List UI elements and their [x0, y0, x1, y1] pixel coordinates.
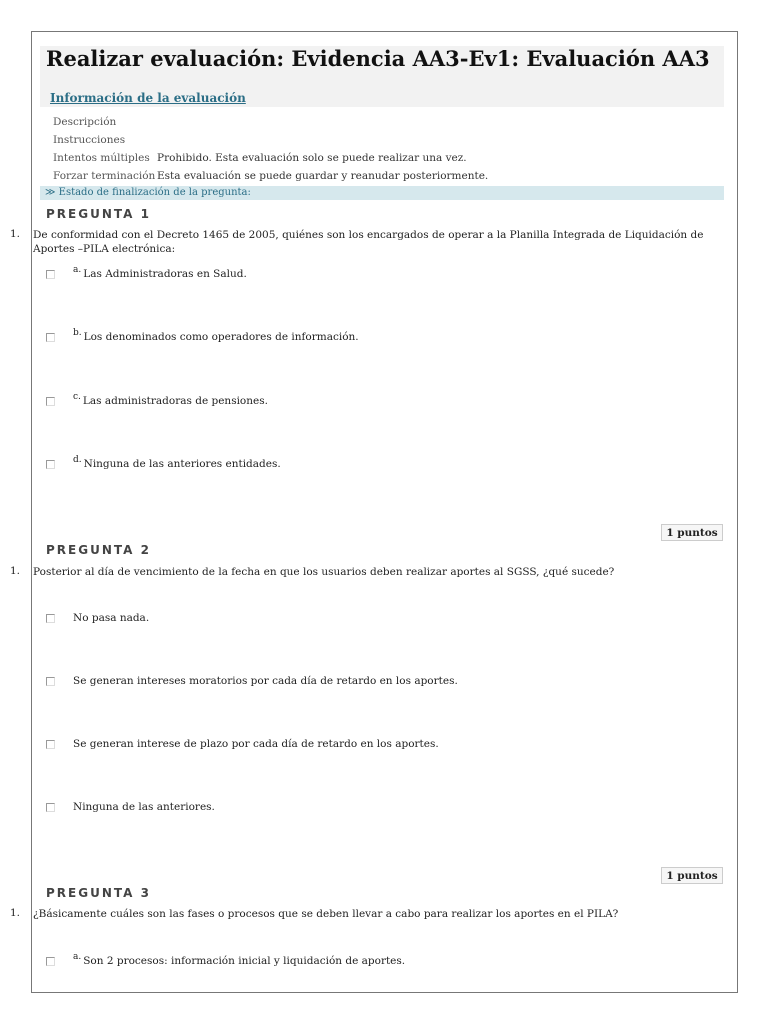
forzar-value: Esta evaluación se puede guardar y reanudar posteriormente.: [157, 170, 489, 182]
option-letter: a.: [73, 265, 82, 275]
question-1-text: De conformidad con el Decreto 1465 de 2005, quiénes son los encargados de operar a la Planilla Integrada de Liquidación de Aportes –PILA electrónica:: [33, 229, 704, 255]
option-text: Los denominados como operadores de información.: [83, 331, 359, 343]
question-1-option-d[interactable]: [46, 456, 281, 472]
option-text: Se generan interese de plazo por cada día de retardo en los aportes.: [73, 738, 439, 750]
option-text: No pasa nada.: [73, 612, 150, 624]
checkbox[interactable]: [46, 614, 55, 623]
question-1-number: 1.: [10, 228, 21, 240]
option-letter: c.: [73, 392, 81, 402]
question-1-option-a[interactable]: [46, 266, 247, 282]
option-text: Ninguna de las anteriores.: [73, 801, 215, 813]
option-letter: a.: [73, 952, 82, 962]
info-row-forzar: [53, 170, 488, 182]
intentos-value: Prohibido. Esta evaluación solo se puede realizar una vez.: [157, 152, 467, 164]
checkbox[interactable]: [46, 270, 55, 279]
question-2-text: Posterior al día de vencimiento de la fecha en que los usuarios deben realizar aportes al SGSS, ¿qué sucede?: [33, 566, 615, 578]
checkbox[interactable]: [46, 333, 55, 342]
checkbox[interactable]: [46, 740, 55, 749]
option-text: Las administradoras de pensiones.: [82, 395, 268, 407]
question-1-points-badge: 1 puntos: [661, 524, 723, 541]
question-2-heading: PREGUNTA 2: [46, 543, 151, 557]
question-2-option-3[interactable]: [46, 736, 439, 752]
question-1-heading: PREGUNTA 1: [46, 207, 151, 221]
completion-status-toggle[interactable]: ≫ Estado de finalización de la pregunta:: [40, 186, 724, 200]
option-text: Son 2 procesos: información inicial y liquidación de aportes.: [83, 955, 406, 967]
checkbox[interactable]: [46, 957, 55, 966]
question-3-option-a[interactable]: [46, 953, 405, 969]
checkbox[interactable]: [46, 397, 55, 406]
question-1-option-c[interactable]: [46, 393, 268, 409]
checkbox[interactable]: [46, 460, 55, 469]
question-1-option-b[interactable]: [46, 329, 359, 345]
question-2-points-badge: 1 puntos: [661, 867, 723, 884]
question-2-option-2[interactable]: [46, 673, 458, 689]
question-3-heading: PREGUNTA 3: [46, 886, 151, 900]
option-letter: b.: [73, 328, 82, 338]
question-2-number: 1.: [10, 565, 21, 577]
intentos-label: Intentos múltiples: [53, 152, 150, 164]
option-letter: d.: [73, 455, 82, 465]
checkbox[interactable]: [46, 677, 55, 686]
option-text: Se generan intereses moratorios por cada día de retardo en los aportes.: [73, 675, 458, 687]
option-text: Ninguna de las anteriores entidades.: [83, 458, 281, 470]
question-3-text: ¿Básicamente cuáles son las fases o procesos que se deben llevar a cabo para realizar los aportes en el PILA?: [33, 908, 619, 920]
question-2-option-4[interactable]: [46, 799, 215, 815]
info-row-instrucciones: [53, 134, 157, 146]
question-2-option-1[interactable]: [46, 610, 149, 626]
instrucciones-label: Instrucciones: [53, 134, 126, 146]
info-row-descripcion: [53, 116, 157, 128]
option-text: Las Administradoras en Salud.: [83, 268, 247, 280]
assessment-info-link[interactable]: Información de la evaluación: [50, 91, 246, 105]
info-row-intentos: [53, 152, 467, 164]
question-3-number: 1.: [10, 907, 21, 919]
forzar-label: Forzar terminación: [53, 170, 156, 182]
page-title: Realizar evaluación: Evidencia AA3-Ev1: Evaluación AA3: [46, 46, 710, 71]
descripcion-label: Descripción: [53, 116, 117, 128]
checkbox[interactable]: [46, 803, 55, 812]
